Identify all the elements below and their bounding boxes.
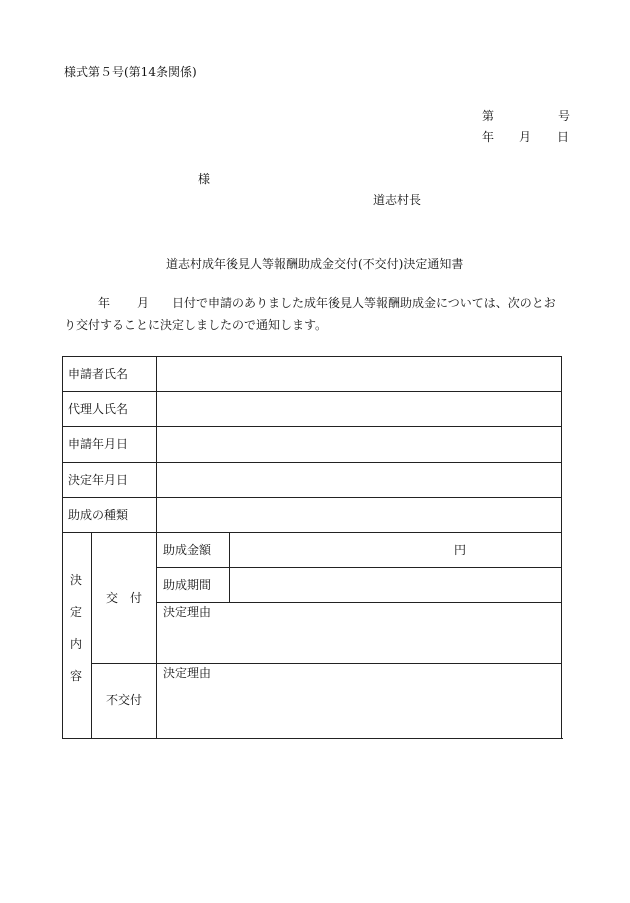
body-text-line-2: り交付することに決定しましたので通知します。 bbox=[64, 318, 328, 332]
table-border-top bbox=[62, 356, 562, 357]
doc-number-prefix: 第 bbox=[482, 109, 495, 123]
table-rule bbox=[62, 462, 562, 463]
grant-amount-label: 助成金額 bbox=[163, 543, 212, 557]
decision-content-char: 定 bbox=[70, 605, 83, 619]
body-text-line-1: 日付で申請のありました成年後見人等報酬助成金については、次のとお bbox=[172, 296, 556, 310]
grant-type-label: 助成の種類 bbox=[68, 508, 129, 522]
decision-content-char: 容 bbox=[70, 669, 83, 683]
table-rule bbox=[156, 356, 157, 739]
body-month-label: 月 bbox=[137, 296, 150, 310]
table-rule bbox=[91, 532, 92, 739]
decision-content-char: 内 bbox=[70, 637, 83, 651]
document-title: 道志村成年後見人等報酬助成金交付(不交付)決定通知書 bbox=[166, 257, 464, 271]
decision-content-char: 決 bbox=[70, 573, 83, 587]
table-rule bbox=[156, 567, 562, 568]
grant-reason-label: 決定理由 bbox=[163, 605, 212, 619]
grant-amount-unit: 円 bbox=[454, 543, 467, 557]
table-border-right bbox=[561, 356, 562, 739]
table-border-left bbox=[62, 356, 63, 739]
no-grant-label: 不交付 bbox=[106, 693, 143, 707]
table-rule bbox=[62, 391, 562, 392]
table-rule bbox=[62, 426, 562, 427]
issuer: 道志村長 bbox=[373, 193, 422, 207]
addressee-suffix: 様 bbox=[198, 172, 211, 186]
application-date-label: 申請年月日 bbox=[68, 437, 129, 451]
table-border-bottom bbox=[62, 738, 563, 739]
date-day-label: 日 bbox=[557, 130, 570, 144]
date-month-label: 月 bbox=[519, 130, 532, 144]
body-year-label: 年 bbox=[98, 296, 111, 310]
form-number: 様式第５号(第14条関係) bbox=[64, 65, 197, 79]
grant-period-label: 助成期間 bbox=[163, 578, 212, 592]
table-rule bbox=[62, 497, 562, 498]
table-rule bbox=[156, 602, 562, 603]
date-year-label: 年 bbox=[482, 130, 495, 144]
grant-label: 交 付 bbox=[106, 591, 143, 605]
no-grant-reason-label: 決定理由 bbox=[163, 666, 212, 680]
applicant-name-label: 申請者氏名 bbox=[68, 367, 129, 381]
decision-date-label: 決定年月日 bbox=[68, 473, 129, 487]
table-rule bbox=[229, 532, 230, 603]
agent-name-label: 代理人氏名 bbox=[68, 402, 129, 416]
doc-number-suffix: 号 bbox=[558, 109, 571, 123]
table-rule bbox=[91, 663, 562, 664]
table-rule bbox=[62, 532, 562, 533]
